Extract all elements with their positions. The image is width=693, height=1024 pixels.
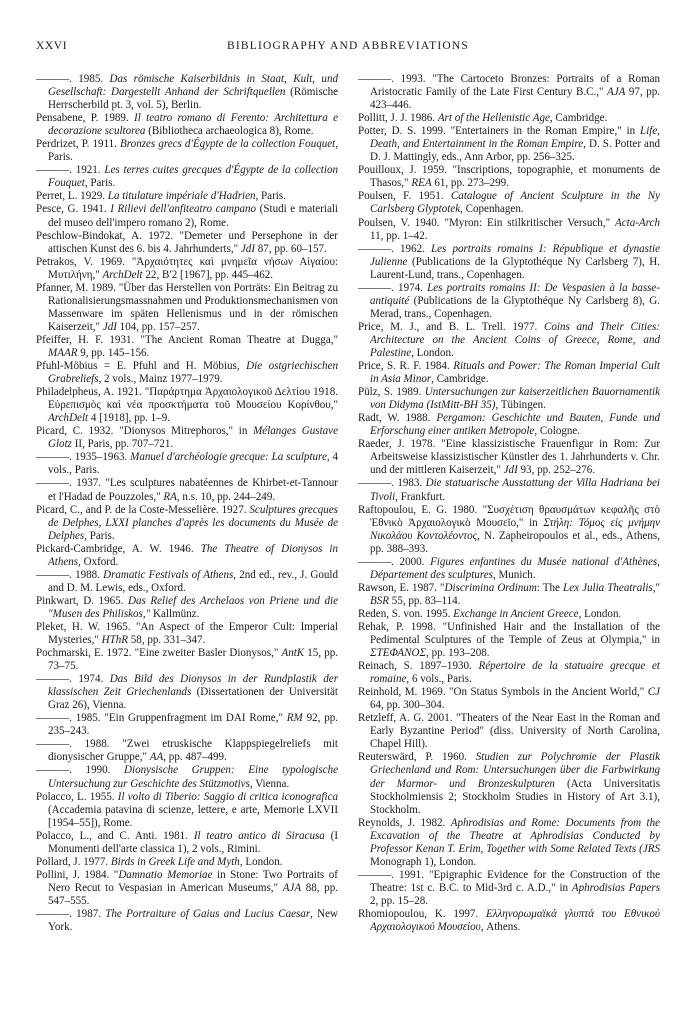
entry-text: , London.	[578, 607, 622, 620]
entry-text: , D. S. Potter and D. J. Mattingly, eds., Ann Arbor, pp. 256–325.	[370, 138, 660, 164]
bibliography-entry	[36, 451, 338, 477]
entry-text: (Accademia patavina di scienze, lettere, e arte, Memorie LXVII [1954–55]), Rome.	[48, 803, 338, 829]
entry-text: 15, pp. 73–75.	[48, 647, 339, 673]
italic-title: Manuel d'archéologie grecque: La sculpture	[130, 451, 327, 464]
entry-text: Pinkwart, D. 1965.	[36, 594, 128, 607]
italic-title: Discrimina Ordinum	[444, 581, 537, 594]
entry-text: (I Monumenti dell'arte classica 1), 2 vols., Rimini.	[48, 829, 338, 855]
italic-title: Birds in Greek Life and Myth	[110, 855, 240, 868]
bibliography-entry	[36, 282, 338, 334]
entry-text: , 2nd ed., rev., J. Gould and D. M. Lewis, eds., Oxford.	[48, 568, 338, 594]
entry-text: in Stone: Two Portraits of Nero Recut to Vespasian in American Museums,"	[48, 868, 338, 894]
italic-title: The Theatre of Dionysos in Athens	[48, 542, 338, 568]
entry-text: 2, pp. 15–28.	[370, 894, 428, 907]
entry-text: , pp. 193–208.	[426, 647, 490, 660]
bibliography-entry	[358, 190, 660, 216]
entry-text: ———. 1983.	[358, 477, 426, 490]
bibliography-entry	[36, 569, 338, 595]
entry-text: II, Paris, pp. 707–721.	[71, 438, 174, 451]
entry-text: 22, B′2 [1967], pp. 445–462.	[142, 268, 274, 281]
italic-title: Il teatro romano di Ferento: Architettura e decorazione scultorea	[48, 112, 338, 138]
entry-text: , Vienna.	[249, 777, 290, 790]
bibliography-entry	[358, 556, 660, 582]
entry-text: (Acta Universitatis Stockholmiensis 2; Stockholm Studies in History of Art 3.1), Stockholm.	[370, 777, 660, 816]
bibliography-entry	[358, 321, 660, 360]
italic-title: RM	[286, 712, 303, 725]
entry-text: Pickard-Cambridge, A. W. 1946.	[36, 542, 201, 555]
italic-title: Dionysische Gruppen: Eine typologische Untersuchung zur Geschichte des Stützmotivs	[48, 764, 338, 790]
bibliography-entry	[36, 869, 338, 908]
bibliography-entry	[358, 125, 660, 164]
italic-title: Aphrodisias and Rome: Documents from the Excavation of the Theatre at Aphrodisias Conducted by Professor Kenan T. Erim, Together with Some Related Texts (JRS	[370, 816, 661, 855]
italic-title: Art of the Hellenistic Age	[437, 112, 550, 125]
bibliography-entry	[36, 360, 338, 386]
entry-text: ———. 1993. "The Cartoceto Bronzes: Portraits of a Roman Aristocratic Family of the Late First Century B.C.,"	[358, 73, 660, 99]
entry-text: Polacco, L. 1955.	[36, 790, 118, 803]
entry-text: Reden, S. von. 1995.	[358, 607, 454, 620]
bibliography-entry	[358, 217, 660, 243]
entry-text: ———. 1974.	[36, 673, 110, 686]
bibliography-entry	[36, 425, 338, 451]
entry-text: , 6 vols., Paris.	[406, 673, 472, 686]
entry-text: , Paris.	[84, 529, 115, 542]
entry-text: Reuterswärd, P. 1960.	[358, 751, 476, 764]
italic-title: Life, Death, and Entertainment in the Roman Empire	[370, 125, 660, 151]
entry-text: Pfuhl-Möbius = E. Pfuhl and H. Möbius,	[36, 360, 247, 373]
entry-text: Polacco, L., and C. Anti. 1981.	[36, 829, 194, 842]
entry-text: Pollard, J. 1977.	[36, 855, 111, 868]
bibliography-column-left	[36, 73, 338, 934]
bibliography-entry	[358, 660, 660, 686]
entry-text: Pollini, J. 1984. "	[36, 868, 119, 881]
entry-text: Radt, W. 1988.	[358, 412, 437, 425]
italic-title: ArchDelt	[102, 268, 143, 281]
entry-text: , New York.	[48, 908, 339, 934]
italic-title: Coins and Their Cities: Architecture on the Ancient Coins of Greece, Rome, and Palestine	[370, 320, 660, 359]
italic-title: AntK	[281, 647, 305, 660]
italic-title: Die statuarische Ausstattung der Villa Hadriana bei Tivoli	[370, 477, 660, 503]
entry-text: Picard, C. 1932. "Dionysos Mitrephoros," in	[36, 425, 254, 438]
italic-title: JdI	[503, 464, 518, 477]
bibliography-entry	[36, 334, 338, 360]
bibliography-entry	[36, 856, 338, 869]
entry-text: Rhomiopoulou, K. 1997.	[358, 908, 486, 920]
italic-title: MAAR	[48, 346, 78, 359]
italic-title: ArchDelt	[48, 412, 89, 425]
italic-title: JdI	[102, 320, 117, 333]
italic-title: Pergamon: Geschichte und Bauten, Funde und Erforschung einer antiken Metropole	[370, 412, 660, 438]
entry-text: 88, pp. 547–555.	[48, 881, 338, 907]
bibliography-entry	[358, 608, 660, 621]
entry-text: Pfeiffer, H. F. 1931. "The Ancient Roman Theatre at Dugga,"	[36, 333, 338, 346]
entry-text: ———. 2000.	[358, 555, 431, 568]
bibliography-entry	[36, 504, 338, 543]
entry-text: , London.	[239, 855, 283, 868]
italic-title: BSR	[370, 594, 390, 607]
entry-text: ———. 1991. "Epigraphic Evidence for the Construction of the Theatre: 1st c. B.C. to Mid-3rd c. A.D.," in	[358, 868, 660, 894]
entry-text: ———. 1937. "Les sculptures nabatéennes de Khirbet-et-Tannour et l'Hadad de Pouzzoles,"	[36, 477, 338, 503]
entry-text: ———. 1988. "Zwei etruskische Klappspiegelreliefs mit dionysischer Gruppe,"	[36, 738, 338, 764]
entry-text: 11, pp. 1–42.	[370, 229, 428, 242]
italic-title: AA	[149, 751, 164, 764]
bibliography-entry	[358, 164, 660, 190]
bibliography-entry	[36, 712, 338, 738]
entry-text: (Studi e materiali del museo dell'impero romano 2), Rome.	[48, 203, 338, 229]
entry-text: ———. 1935–1963.	[36, 451, 131, 464]
entry-text: Pleket, H. W. 1965. "An Aspect of the Emperor Cult: Imperial Mysteries,"	[36, 620, 338, 647]
italic-title: JdI	[240, 242, 256, 255]
bibliography-entry	[36, 543, 338, 569]
bibliography-entry	[36, 621, 338, 647]
entry-text: ———. 1962.	[358, 242, 431, 255]
entry-text: , London.	[411, 346, 454, 359]
entry-text: Poulsen, F. 1951.	[358, 190, 451, 203]
bibliography-entry	[36, 73, 338, 112]
bibliography-entry	[358, 360, 660, 386]
entry-text: Philadelpheus, A. 1921. "Παράρτημα Ἀρχαιολογικοῦ Δελτίου 1918. Εὐρεπισμὸς καὶ νέα προσκτήματα τοῦ Μουσείου Κορίνθου,"	[36, 386, 338, 412]
italic-title: Στήλη: Τόμος εἰς μνήμην Νικολάου Κοντολέοντος	[370, 516, 660, 542]
entry-text: 4 [1918], pp. 1–9.	[88, 412, 171, 425]
italic-title: Aphrodisias Papers	[571, 881, 660, 894]
bibliography-entry	[36, 595, 338, 621]
entry-text: 87, pp. 60–157.	[255, 242, 327, 255]
entry-text: 9, pp. 145–156.	[77, 346, 150, 359]
entry-text: Perdrizet, P. 1911.	[36, 138, 121, 151]
entry-text: Poulsen, V. 1940. "Myron: Ein stilkritischer Versuch,"	[358, 216, 615, 229]
page-number: XXVI	[36, 40, 68, 52]
bibliography-entry	[36, 791, 338, 830]
entry-text: Kallmünz.	[150, 607, 200, 620]
entry-text: , Tübingen.	[495, 399, 546, 412]
bibliography-entry	[358, 412, 660, 438]
bibliography-entry	[358, 477, 660, 503]
italic-title: Mélanges Gustave Glotz	[48, 425, 338, 451]
italic-title: REA	[411, 177, 432, 190]
bibliography-entry	[36, 738, 338, 764]
entry-text: , Frankfurt.	[395, 490, 446, 503]
bibliography-entry	[36, 230, 338, 256]
italic-title: Lex Julia Theatralis	[563, 581, 653, 594]
entry-text: Price, S. R. F. 1984.	[358, 360, 454, 373]
bibliography-entry	[36, 673, 338, 712]
entry-text: Rawson, E. 1987. "	[358, 581, 445, 594]
entry-text: ———. 1985. "Ein Gruppenfragment im DAI Rome,"	[36, 712, 287, 725]
entry-text: : The	[536, 581, 564, 594]
bibliography-entry	[36, 764, 338, 790]
italic-title: Figures enfantines du Musée national d'Athènes, Département des sculptures	[370, 555, 660, 581]
entry-text: ———. 1921.	[36, 164, 105, 177]
entry-text: ———. 1974.	[358, 281, 428, 294]
entry-text: , 4 vols., Paris.	[48, 451, 339, 477]
bibliography-entry	[36, 203, 338, 229]
italic-title: La titulature impériale d'Hadrien	[107, 190, 256, 203]
entry-text: 64, pp. 300–304.	[370, 699, 445, 712]
bibliography-entry	[36, 647, 338, 673]
italic-title: Les terres cuites grecques d'Égypte de la collection Fouquet	[48, 164, 338, 190]
entry-text: , Oxford.	[78, 555, 119, 568]
entry-text: 104, pp. 157–257.	[116, 320, 200, 333]
italic-title: Studien zur Polychromie der Plastik Griechenland und Rom: Untersuchungen über die Farbwirkung der Marmor- und Bronzeskulpturen	[370, 751, 660, 790]
italic-title: Les portraits romains II: De Vespasien à la basse-antiquité	[370, 281, 660, 307]
entry-text: Reinhold, M. 1969. "On Status Symbols in the Ancient World,"	[358, 686, 648, 699]
entry-text: , Munich.	[492, 568, 536, 581]
entry-text: Price, M. J., and B. L. Trell. 1977.	[358, 320, 544, 333]
entry-text: 58, pp. 331–347.	[128, 634, 206, 647]
entry-text: Picard, C., and P. de la Coste-Messelière. 1927.	[36, 503, 250, 516]
bibliography-entry	[358, 386, 660, 412]
entry-text: Pollitt, J. J. 1986.	[358, 112, 438, 125]
entry-text: , pp. 487–499.	[163, 751, 227, 764]
bibliography-entry	[358, 869, 660, 908]
entry-text: , Cambridge.	[431, 373, 489, 386]
entry-text: Pochmarski, E. 1972. "Eine zweiter Basler Dionysos,"	[36, 647, 282, 660]
entry-text: 93, pp. 252–276.	[517, 464, 596, 477]
entry-text: Pfanner, M. 1989. "Über das Herstellen von Porträts: Ein Beitrag zu Rationalisierungsmassnahmen und Produktionsmechanismen von Massenware im späten Hellenismus und in der römischen Kaiserzeit,"	[36, 281, 338, 333]
entry-text: , Paris.	[84, 177, 116, 190]
italic-title: Rituals and Power: The Roman Imperial Cult in Asia Minor	[370, 360, 660, 386]
italic-title: I Rilievi dell'anfiteatro campano	[110, 203, 257, 216]
bibliography-entry	[358, 817, 660, 869]
italic-title: Catalogue of Ancient Sculpture in the Ny Carlsberg Glyptotek	[370, 190, 660, 216]
italic-title: Dramatic Festivals of Athens	[103, 568, 234, 581]
bibliography-entry	[358, 73, 660, 112]
italic-title: Les portraits romains I: République et dynastie Julienne	[370, 242, 660, 268]
bibliography-entry	[36, 190, 338, 203]
italic-title: Damnatio Memoriae	[118, 868, 213, 881]
bibliography-entry	[358, 504, 660, 556]
entry-text: , 2 vols., Mainz 1977–1979.	[98, 373, 223, 386]
entry-text: ———. 1990.	[36, 764, 125, 777]
entry-text: (Publications de la Glyptothéque Ny Carlsberg 7), H. Laurent-Lund, trans., Copenhagen.	[370, 255, 660, 281]
entry-text: Monograph 1), London.	[370, 855, 477, 868]
bibliography-entry	[358, 282, 660, 321]
running-head: BIBLIOGRAPHY AND ABBREVIATIONS	[227, 40, 469, 52]
entry-text: , Cologne.	[534, 425, 581, 438]
bibliography-entry	[358, 243, 660, 282]
italic-title: Ελληνορωμαϊκά γλυπτά του Εθνικού Αρχαιολογικού Μουσείου	[370, 908, 660, 934]
entry-text: Reynolds, J. 1982.	[358, 816, 451, 829]
entry-text: , Paris.	[255, 190, 286, 203]
italic-title: Die ostgriechischen Grabreliefs	[48, 360, 338, 386]
bibliography-entry	[358, 112, 660, 125]
bibliography-column-right	[358, 73, 660, 934]
page-header	[36, 40, 660, 56]
bibliography-entry	[358, 621, 660, 660]
italic-title: ΣΤΕΦΑΝΟΣ	[370, 647, 427, 660]
entry-text: Perret, L. 1929.	[36, 190, 108, 203]
italic-title: Das Relief des Archelaos von Priene und die "Musen des Philiskos,"	[48, 594, 339, 620]
italic-title: RA	[163, 490, 177, 503]
entry-text: , n.s. 10, pp. 244–249.	[176, 490, 276, 503]
bibliography-entry	[358, 712, 660, 751]
entry-text: 92, pp. 235–243.	[48, 712, 338, 738]
entry-text: , Copenhagen.	[460, 203, 524, 216]
entry-text: Retzleff, A. G. 2001. "Theaters of the Near East in the Roman and Early Byzantine Period" (diss. University of North Carolina, Chapel Hill).	[358, 712, 660, 751]
entry-text: Potter, D. S. 1999. "Entertainers in the Roman Empire," in	[358, 125, 641, 138]
entry-text: (Dissertationen der Universität Graz 26), Vienna.	[48, 686, 338, 712]
bibliography-entry	[358, 908, 660, 934]
entry-text: Pouilloux, J. 1959. "Inscriptions, topographie, et monuments de Thasos,"	[358, 164, 660, 190]
entry-text: ———. 1985.	[36, 73, 110, 85]
entry-text: Reinach, S. 1897–1930.	[358, 660, 479, 673]
italic-title: Bronzes grecs d'Égypte de la collection Fouquet	[120, 138, 336, 151]
italic-title: Das Bild des Dionysos in der Rundplastik der klassischen Zeit Griechenlands	[48, 673, 338, 699]
entry-text: Pülz, S. 1989.	[358, 386, 425, 399]
entry-text: Rehak, P. 1998. "Unfinished Hair and the Installation of the Pedimental Sculptures of the Temple of Zeus at Olympia," in	[358, 620, 660, 647]
bibliography-entry	[36, 477, 338, 503]
entry-text: 97, pp. 423–446.	[370, 86, 661, 112]
italic-title: HThR	[101, 634, 129, 647]
italic-title: AJA	[282, 881, 302, 894]
italic-title: Il teatro antico di Siracusa	[193, 829, 325, 842]
entry-text: ,"	[652, 581, 660, 594]
bibliography-entry	[36, 908, 338, 934]
italic-title: Das römische Kaiserbildnis in Staat, Kult, und Gesellschaft: Dargestellt Anhand der Schriftquellen	[48, 73, 338, 99]
bibliography-entry	[358, 438, 660, 477]
bibliography-entry	[36, 386, 338, 425]
entry-text: Pesce, G. 1941.	[36, 203, 111, 216]
entry-text: Petrakos, V. 1969. "Ἀρχαιότητες καὶ μνημεῖα νήσων Αἰγαίου: Μυτιλήνη,"	[36, 255, 338, 281]
italic-title: Répertoire de la statuaire grecque et romaine	[370, 660, 660, 686]
entry-text: ———. 1987.	[36, 908, 106, 920]
entry-text: Peschlow-Bindokat, A. 1972. "Demeter und Persephone in der attischen Kunst des 6. bis 4. Jahrhunderts,"	[36, 229, 338, 255]
italic-title: The Portraiture of Gaius and Lucius Caesar	[105, 908, 311, 920]
bibliography-entry	[358, 751, 660, 816]
italic-title: Il volto di Tiberio: Saggio di critica iconografica	[117, 790, 338, 803]
bibliography-entry	[36, 164, 338, 190]
entry-text: (Bibliotheca archaeologica 8), Rome.	[145, 125, 314, 138]
entry-text: (Publications de la Glyptothéque Ny Carlsberg 8), G. Merad, trans., Copenhagen.	[370, 294, 660, 320]
entry-text: Raeder, J. 1978. "Eine klassizistische Frauenfigur in Rom: Zur Arbeitsweise klassizistischer Künstler des 1. Jahrhunderts v. Chr. und der mittleren Kaiserzeit,"	[358, 438, 660, 477]
bibliography-entry	[36, 256, 338, 282]
italic-title: Sculptures grecques de Delphes, LXXI planches d'après les documents du Musée de Delphes	[48, 503, 338, 542]
entry-text: ———. 1988.	[36, 568, 104, 581]
bibliography-entry	[358, 582, 660, 608]
bibliography-entry	[358, 686, 660, 712]
entry-text: 55, pp. 83–114.	[389, 594, 461, 607]
entry-text: Raftopoulou, E. G. 1980. "Συσχέτιση θραυσμάτων κεφαλῆς στὸ Ἐθνικὸ Ἀρχαιολογικὸ Μουσεῖο," in	[358, 503, 660, 529]
entry-text: (Römische Herrscherbild pt. 3, vol. 5), Berlin.	[48, 86, 339, 112]
entry-text: , N. Zapheiropoulos et al., eds., Athens, pp. 388–393.	[370, 529, 660, 555]
italic-title: CJ	[647, 686, 660, 699]
italic-title: Acta-Arch	[615, 216, 660, 229]
entry-text: , Cambridge.	[549, 112, 608, 125]
entry-text: Pensabene, P. 1989.	[36, 112, 135, 125]
entry-text: , Paris.	[48, 138, 339, 164]
italic-title: Exchange in Ancient Greece	[453, 607, 579, 620]
italic-title: Untersuchungen zur kaiserzeitlichen Bauornamentik von Didyma (IstMitt-BH 35)	[370, 386, 660, 412]
bibliography-entry	[36, 830, 338, 856]
italic-title: AJA	[607, 86, 626, 99]
bibliography-entry	[36, 138, 338, 164]
entry-text: 61, pp. 273–299.	[431, 177, 509, 190]
entry-text: , Athens.	[480, 921, 521, 934]
bibliography-entry	[36, 112, 338, 138]
